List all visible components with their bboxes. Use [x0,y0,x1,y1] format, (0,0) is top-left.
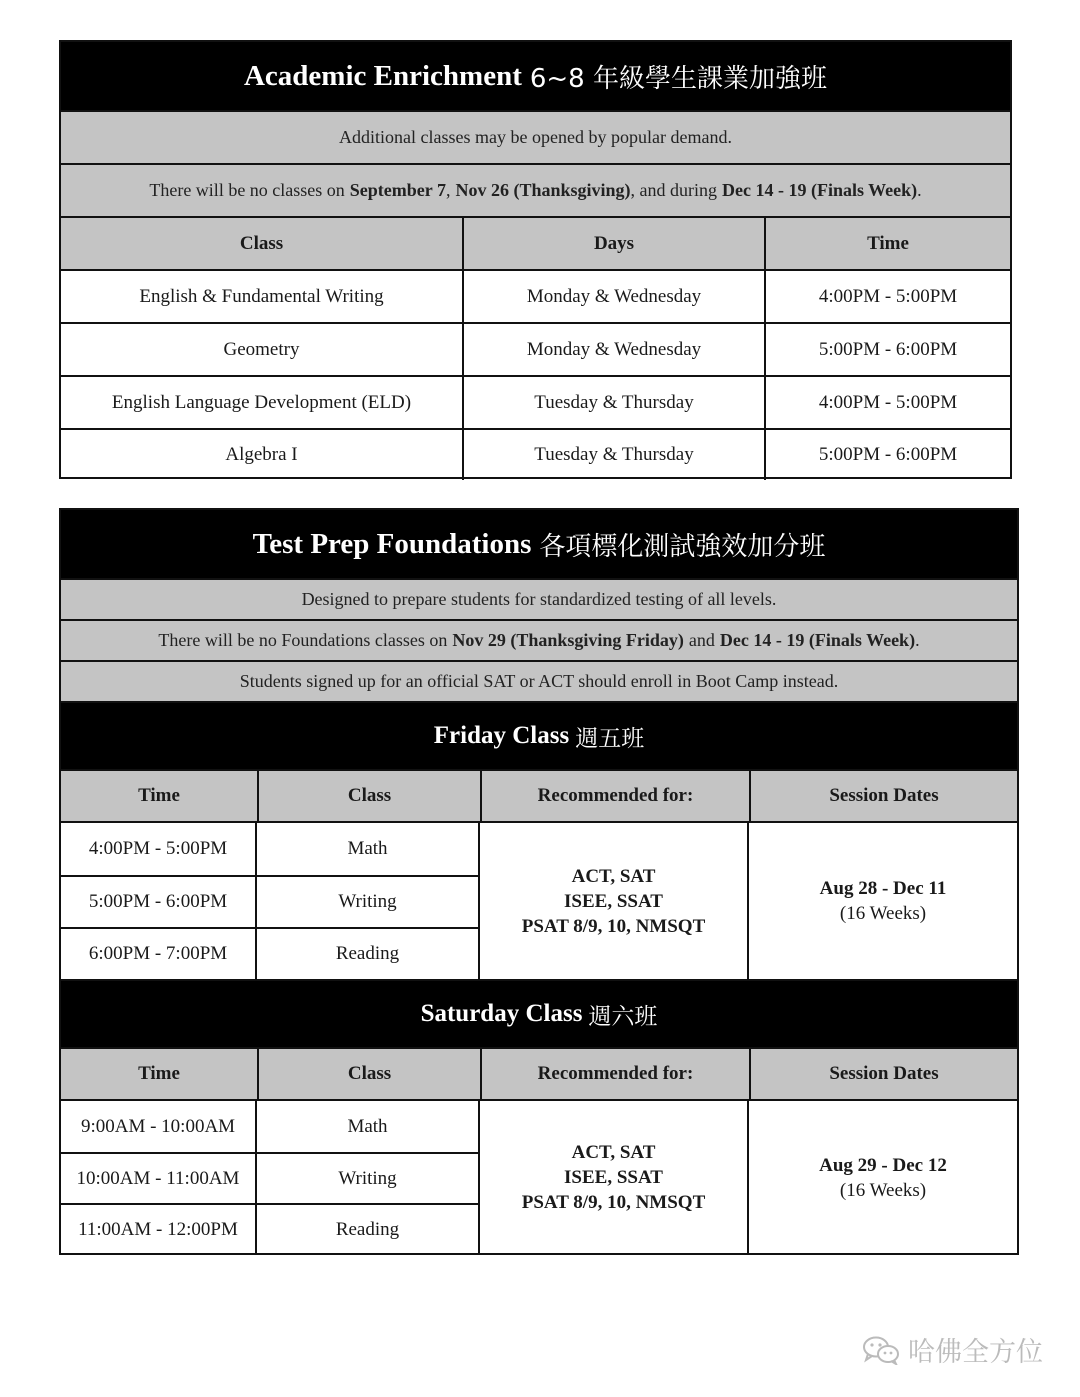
watermark [862,1330,1043,1369]
table-row [61,428,1010,480]
academic-enrichment-table [59,40,1012,479]
days-cell: Monday & Wednesday [462,324,764,375]
session-dates [749,823,1017,979]
note-date-bold: September 7 [349,180,446,200]
recommended-line: ACT, SAT [571,1142,656,1163]
header-recommended: Recommended for: [480,771,749,821]
header-class: Class [257,1049,480,1099]
session-weeks: (16 Weeks) [839,903,927,924]
time-cell: 5:00PM - 6:00PM [764,430,1010,480]
friday-header-row [61,769,1017,821]
recommended-line: ISEE, SSAT [564,1167,663,1188]
testprep-title-cn: 各項標化測試強效加分班 [539,531,826,562]
header-time: Time [764,218,1010,269]
class-cell: Algebra I [225,444,298,465]
recommended-line: ACT, SAT [571,865,656,887]
days-cell: Tuesday & Thursday [462,377,764,428]
time-cell: 4:00PM - 5:00PM [764,377,1010,428]
testprep-note-boot-camp [61,660,1017,701]
time-cell: 10:00AM - 11:00AM [61,1152,257,1203]
header-days: Days [462,218,764,269]
days-cell: Tuesday & Thursday [462,430,764,480]
recommended-line: PSAT 8/9, 10, NMSQT [521,1192,706,1213]
table-row [61,375,1010,428]
testprep-note-designed [61,578,1017,619]
enrichment-note-popular-demand [61,110,1010,163]
header-time: Time [61,771,257,821]
test-prep-table [59,508,1019,1255]
session-date-range: Aug 29 - Dec 12 [819,1154,947,1176]
time-cell: 5:00PM - 6:00PM [764,324,1010,375]
recommended-line: ISEE, SSAT [564,890,663,912]
note-date-bold: Nov 29 (Thanksgiving Friday) [452,630,684,650]
class-cell: Writing [257,1152,480,1203]
enrichment-note-no-classes [61,163,1010,216]
note-text: There will be no Foundations classes on [158,630,448,650]
testprep-title-en: Test Prep Foundations [252,527,532,560]
class-cell: Reading [257,927,480,979]
class-cell: Writing [257,875,480,927]
time-cell: 9:00AM - 10:00AM [61,1101,257,1152]
recommended-tests [480,823,749,979]
time-cell: 4:00PM - 5:00PM [61,823,257,875]
note-date-bold: Dec 14 - 19 (Finals Week) [719,630,916,650]
header-session-dates: Session Dates [749,771,1017,821]
time-cell: 11:00AM - 12:00PM [61,1203,257,1254]
class-cell: Math [257,823,480,875]
saturday-title-cn: 週六班 [588,1003,658,1030]
wechat-icon [862,1335,900,1365]
table-row [61,269,1010,322]
recommended-tests [480,1101,749,1254]
note-date-bold: Nov 26 (Thanksgiving) [455,180,631,200]
header-time: Time [61,1049,257,1099]
enrichment-title-bar [61,42,1010,110]
testprep-title-bar [61,510,1017,578]
class-cell: Geometry [223,338,300,360]
header-class: Class [257,771,480,821]
class-cell: Reading [257,1203,480,1254]
enrichment-title-cn: 6~8 年級學生課業加強班 [529,63,827,94]
saturday-class-bar [61,979,1017,1047]
header-class: Class [61,218,462,269]
note-text: Additional classes may be opened by popular demand. [339,127,732,147]
days-cell: Monday & Wednesday [462,271,764,322]
time-cell: 5:00PM - 6:00PM [61,875,257,927]
note-text: Designed to prepare students for standardized testing of all levels. [301,589,777,609]
table-row [61,322,1010,375]
saturday-header-row [61,1047,1017,1099]
class-cell: Math [257,1101,480,1152]
friday-title-cn: 週五班 [575,725,645,752]
session-dates [749,1101,1017,1254]
class-cell: English Language Development (ELD) [111,391,412,413]
friday-title-en: Friday Class [433,722,570,749]
note-text: , and during [630,180,717,200]
time-cell: 4:00PM - 5:00PM [764,271,1010,322]
enrichment-title-en: Academic Enrichment [243,59,522,92]
enrichment-header-row [61,216,1010,269]
note-text: and [688,630,715,650]
saturday-schedule [61,1099,1017,1254]
note-date-bold: Dec 14 - 19 (Finals Week) [721,180,918,200]
note-text: , [445,180,451,200]
header-session-dates: Session Dates [749,1049,1017,1099]
note-text: . [915,630,920,650]
note-text: There will be no classes on [149,180,345,200]
saturday-title-en: Saturday Class [420,1000,583,1027]
note-text: Students signed up for an official SAT or ACT should enroll in Boot Camp instead. [239,671,839,691]
friday-schedule [61,821,1017,979]
testprep-note-no-classes [61,619,1017,660]
note-text: . [917,180,922,200]
class-cell: English & Fundamental Writing [139,285,384,307]
watermark-text: 哈佛全方位 [908,1337,1043,1368]
session-date-range: Aug 28 - Dec 11 [819,878,947,899]
header-recommended: Recommended for: [480,1049,749,1099]
friday-class-bar [61,701,1017,769]
time-cell: 6:00PM - 7:00PM [61,927,257,979]
recommended-line: PSAT 8/9, 10, NMSQT [521,915,706,937]
session-weeks: (16 Weeks) [839,1179,927,1201]
